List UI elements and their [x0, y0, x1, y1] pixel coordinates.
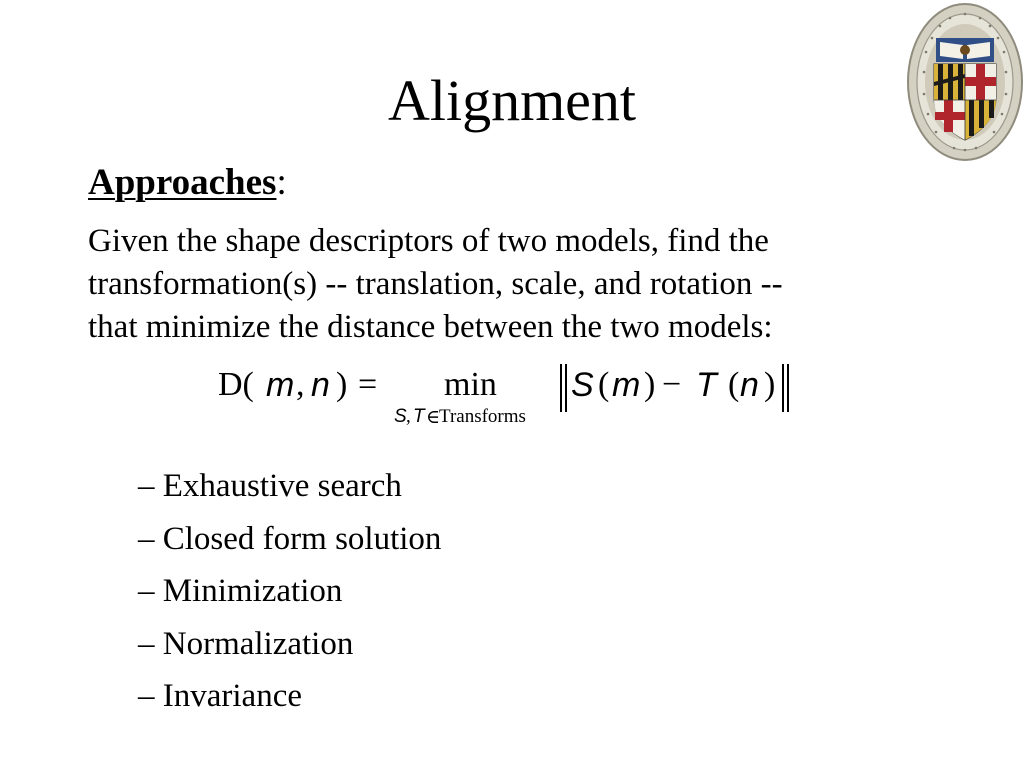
formula-rhs-open-1: (: [598, 366, 610, 403]
formula-rhs-close-2: ): [764, 366, 776, 403]
formula-rhs-open-2: (: [728, 366, 740, 403]
formula-rhs-minus: −: [662, 366, 682, 403]
formula-norm-left-1: [560, 364, 562, 412]
formula-norm-right-2: [787, 364, 789, 412]
body-line-1: Given the shape descriptors of two models, find the: [88, 223, 769, 259]
formula-sub-set: Transforms: [439, 406, 526, 427]
formula-lhs-d: D(: [218, 366, 254, 403]
approaches-heading-colon: :: [276, 162, 287, 203]
approaches-list: [138, 460, 441, 723]
list-item-invariance: – Invariance: [138, 678, 302, 714]
list-item-normalization: – Normalization: [138, 625, 354, 662]
university-seal-logo: [906, 2, 1024, 162]
list-item-closed-form-solution: – Closed form solution: [138, 520, 442, 557]
distance-formula: [218, 360, 818, 430]
formula-rhs-t: T: [696, 366, 717, 404]
body-line-3: that minimize the distance between the two models:: [88, 309, 773, 345]
formula-lhs-m: m: [266, 366, 295, 404]
formula-rhs-close-1: ): [644, 366, 656, 403]
formula-norm-right-1: [782, 364, 784, 412]
formula-equals: =: [358, 366, 378, 403]
formula-sub-t: T: [413, 406, 425, 427]
list-item-exhaustive-search: – Exhaustive search: [138, 468, 402, 504]
formula-norm-left-2: [565, 364, 567, 412]
formula-min-operator: min: [444, 366, 497, 403]
formula-rhs-m: m: [612, 366, 641, 404]
formula-rhs-s: S: [571, 366, 594, 404]
formula-sub-in: ∈: [426, 407, 441, 428]
formula-lhs-comma: ,: [296, 366, 305, 403]
list-item-minimization: – Minimization: [138, 573, 343, 609]
formula-rhs-n: n: [740, 366, 759, 404]
formula-sub-s: S: [394, 406, 407, 427]
formula-lhs-n: n: [311, 366, 330, 404]
formula-lhs-close: ): [336, 366, 348, 403]
slide-title: Alignment: [387, 68, 637, 133]
body-line-2: transformation(s) -- translation, scale, and rotation --: [88, 266, 783, 302]
approaches-heading-word: Approaches: [88, 162, 277, 203]
formula-sub-comma: ,: [406, 406, 411, 427]
body-paragraph: [88, 220, 988, 349]
approaches-heading: [88, 160, 287, 206]
